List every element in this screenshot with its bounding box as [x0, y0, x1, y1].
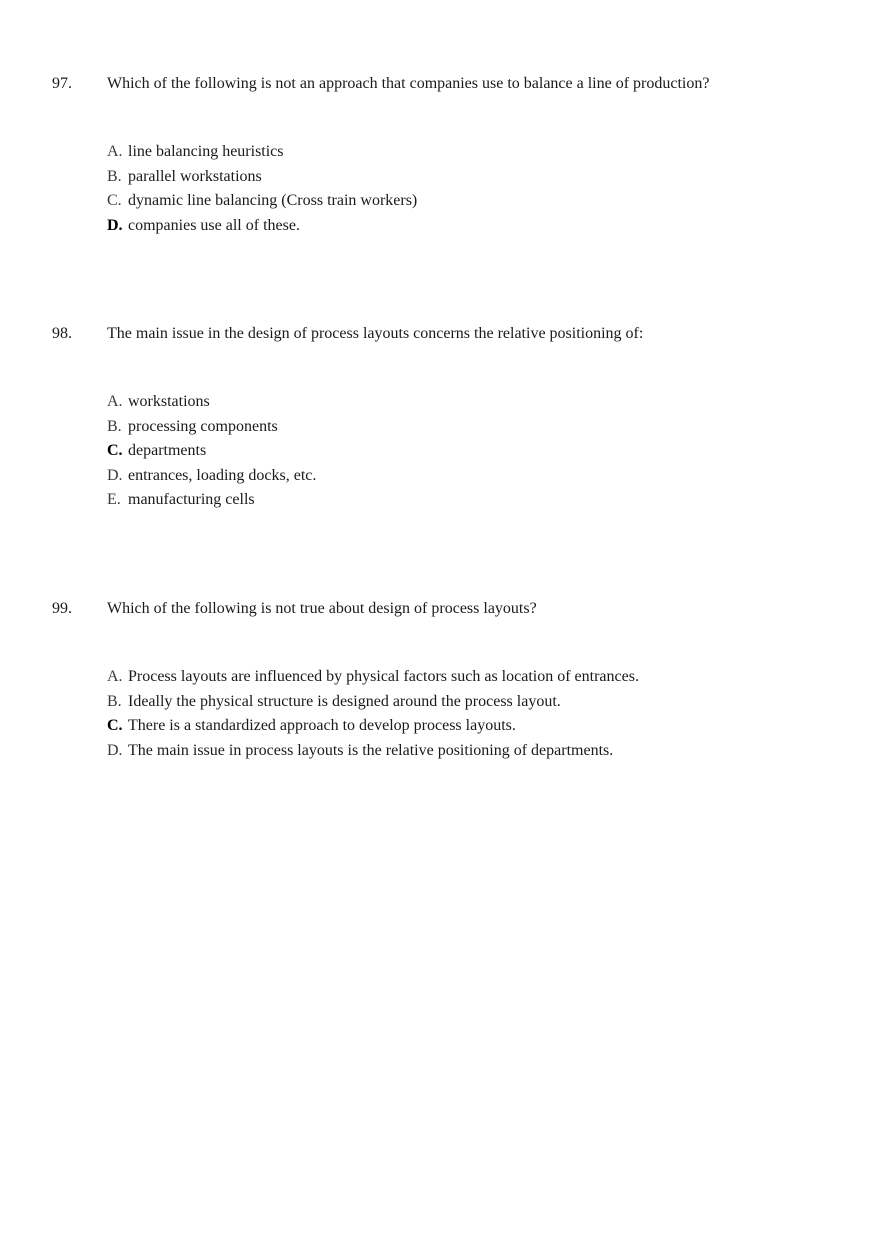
option-letter-correct: D. — [107, 216, 123, 234]
question-text: Which of the following is not an approach that companies use to balance a line of production? — [107, 75, 710, 92]
option-e — [107, 490, 316, 515]
answer-options — [107, 667, 639, 765]
option-letter: A. — [107, 668, 123, 685]
option-c — [107, 191, 417, 216]
option-a — [107, 142, 417, 167]
option-letter: C. — [107, 192, 122, 209]
option-letter-correct: C. — [107, 717, 123, 734]
option-d-correct — [107, 216, 417, 241]
answer-options — [107, 142, 417, 240]
option-letter-correct: C. — [107, 442, 123, 459]
option-text: processing components — [128, 417, 278, 435]
option-text: dynamic line balancing (Cross train workers) — [128, 192, 418, 209]
option-letter: A. — [107, 143, 123, 160]
option-letter: B. — [107, 167, 122, 185]
option-letter: D. — [107, 741, 123, 759]
question-text: The main issue in the design of process layouts concerns the relative positioning of: — [107, 325, 644, 342]
question-number: 99. — [52, 600, 72, 617]
question-number: 98. — [52, 325, 72, 342]
option-b — [107, 692, 639, 717]
option-c-correct — [107, 716, 639, 741]
option-text: parallel workstations — [128, 167, 262, 185]
option-d — [107, 741, 639, 766]
option-d — [107, 466, 316, 491]
answer-options — [107, 392, 316, 515]
option-letter: D. — [107, 466, 123, 484]
option-c-correct — [107, 441, 316, 466]
option-text: companies use all of these. — [128, 216, 300, 234]
option-letter: B. — [107, 417, 122, 435]
option-text: manufacturing cells — [128, 491, 255, 508]
option-a — [107, 667, 639, 692]
option-a — [107, 392, 316, 417]
option-b — [107, 417, 316, 442]
option-text: There is a standardized approach to develop process layouts. — [128, 717, 516, 734]
question-number: 97. — [52, 75, 72, 92]
option-text: The main issue in process layouts is the relative positioning of departments. — [128, 741, 614, 759]
option-letter: E. — [107, 491, 121, 508]
option-text: Ideally the physical structure is designed around the process layout. — [128, 692, 561, 710]
option-b — [107, 167, 417, 192]
option-text: departments — [128, 442, 207, 459]
option-text: entrances, loading docks, etc. — [128, 466, 317, 484]
question-text: Which of the following is not true about design of process layouts? — [107, 600, 537, 617]
option-text: Process layouts are influenced by physical factors such as location of entrances. — [128, 668, 639, 685]
option-text: line balancing heuristics — [128, 143, 284, 160]
option-letter: A. — [107, 393, 123, 410]
option-text: workstations — [128, 393, 210, 410]
option-letter: B. — [107, 692, 122, 710]
